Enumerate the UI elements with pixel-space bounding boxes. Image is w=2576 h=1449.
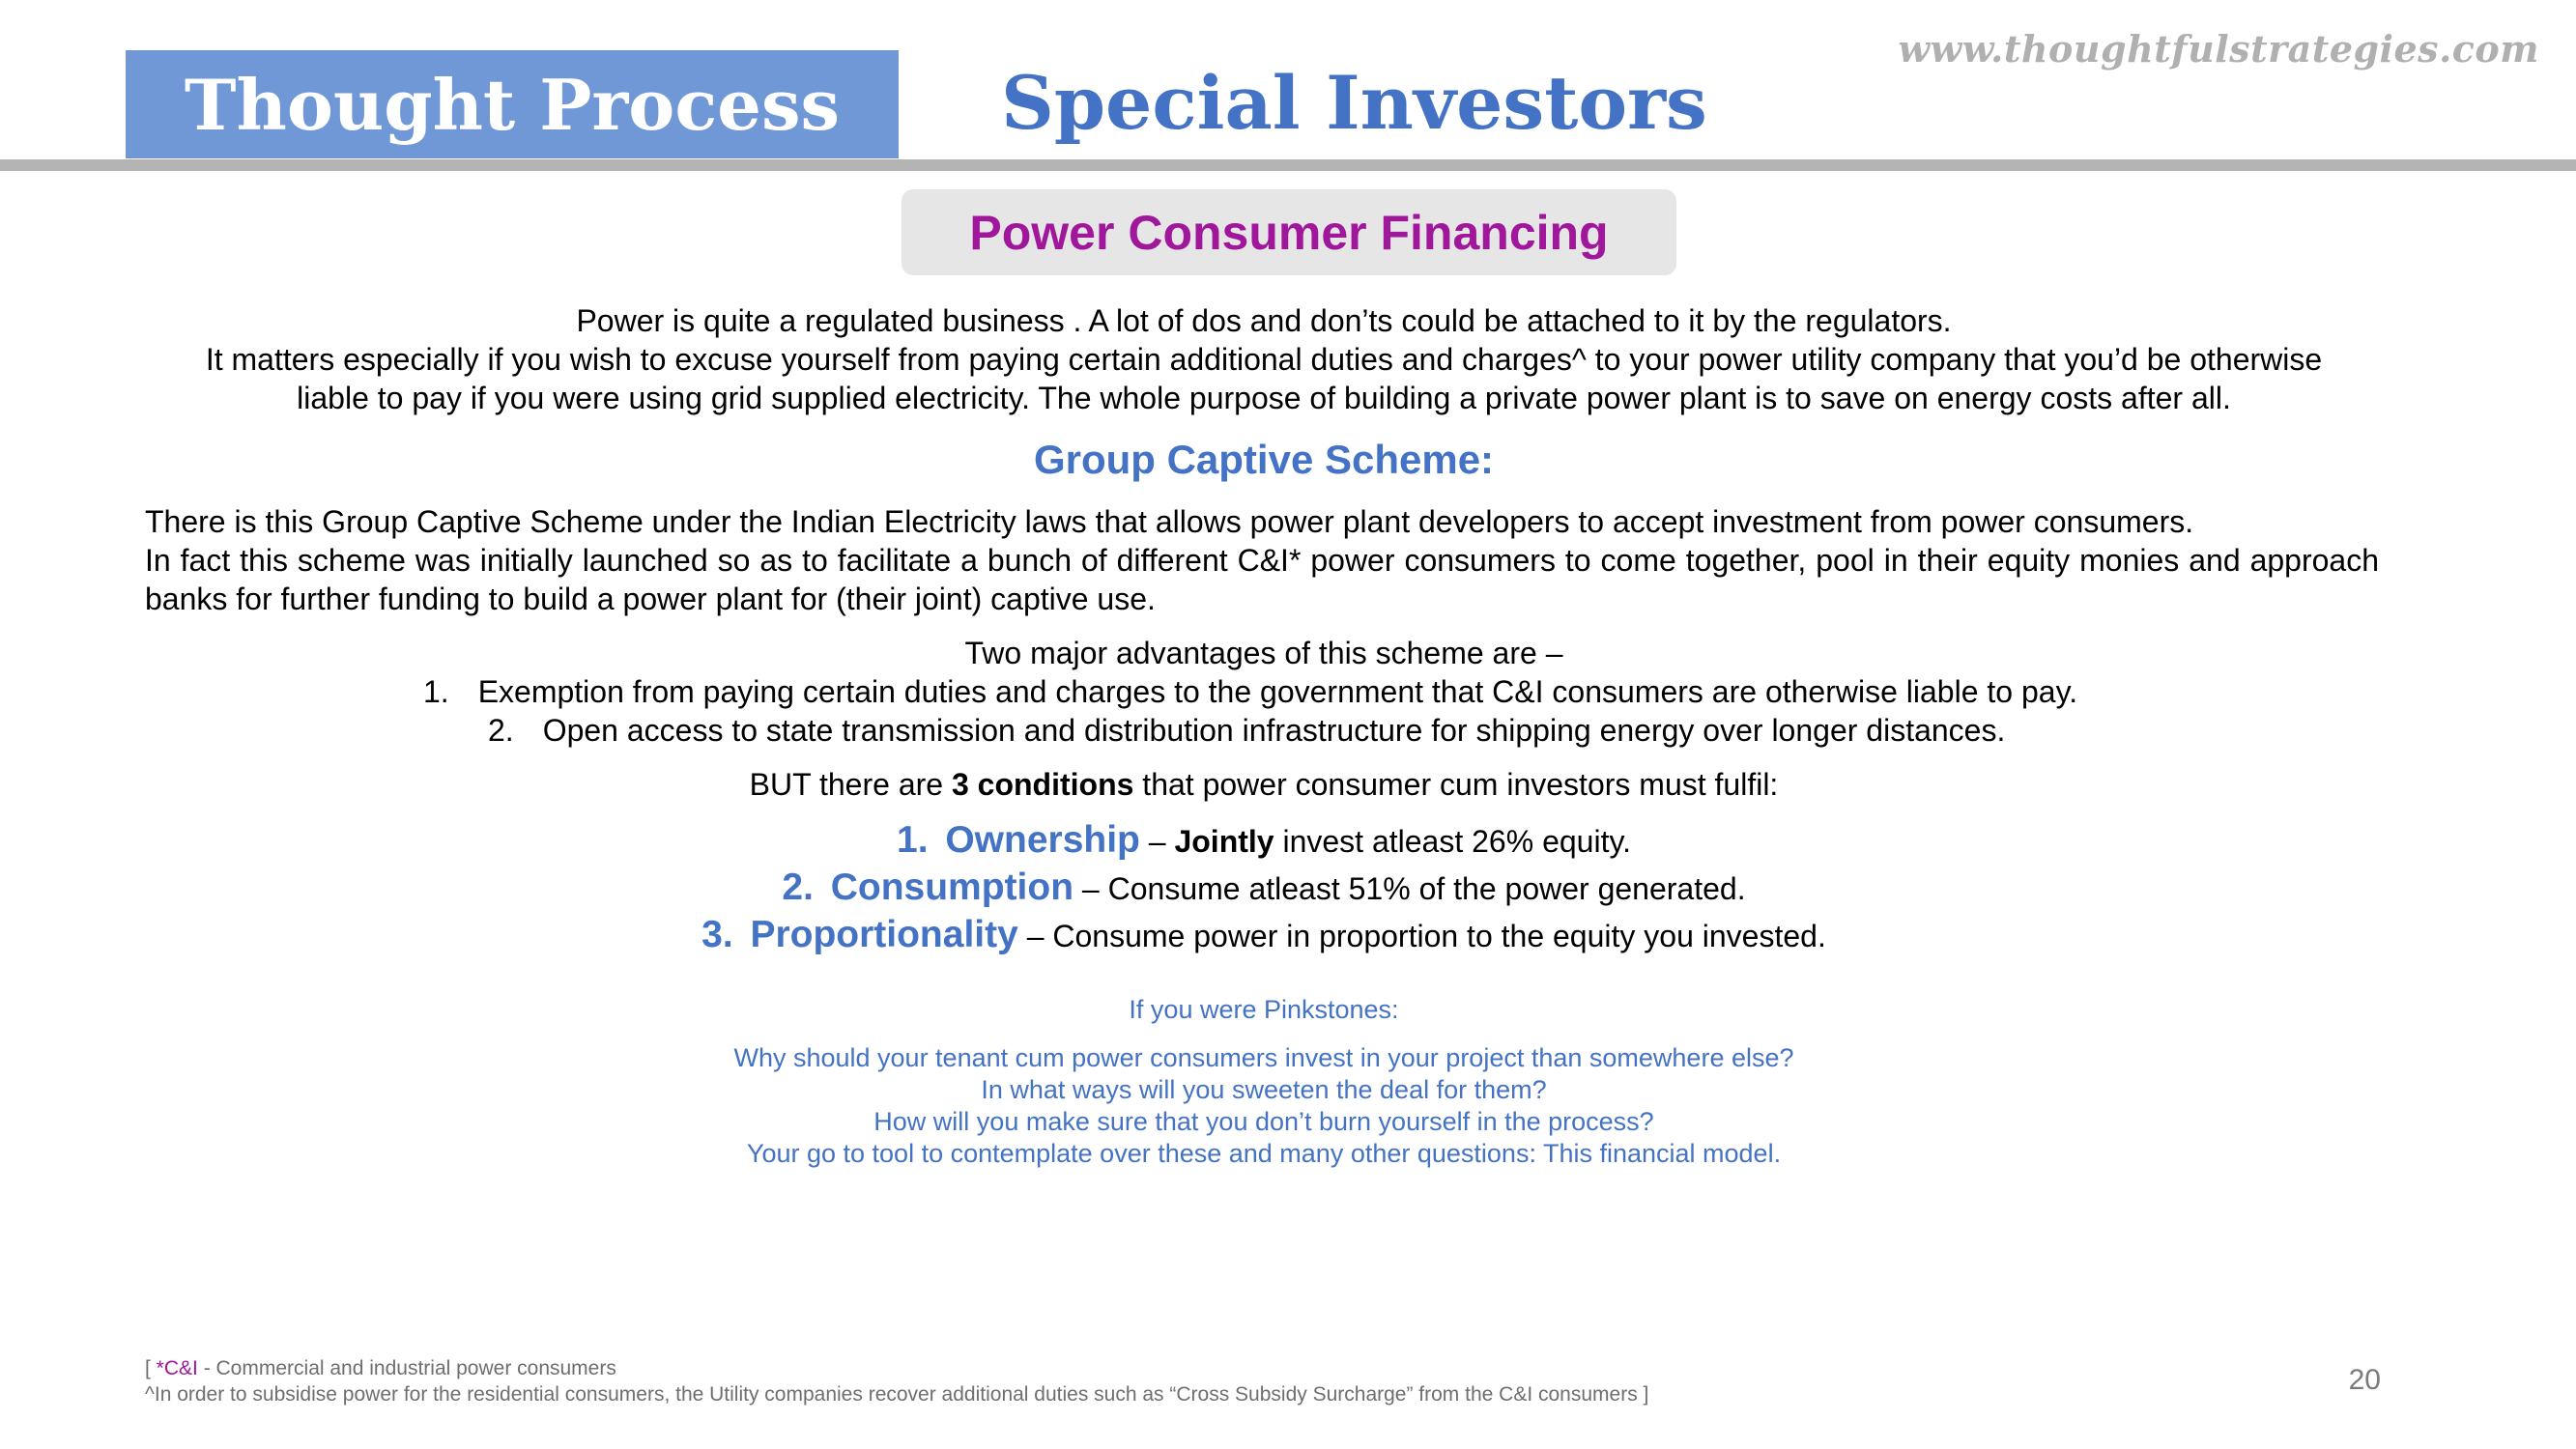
- condition-item: [145, 865, 2383, 912]
- condition-name: Consumption: [830, 867, 1074, 908]
- condition-text: Consume power in proportion to the equity you invested.: [1052, 919, 1826, 953]
- footnote-2: ^In order to subsidise power for the residential consumers, the Utility companies recover additional duties such as “Cross Subsidy Surcharge” from the C&I consumers ]: [145, 1383, 1649, 1406]
- footnote-term: *C&I: [156, 1357, 198, 1379]
- advantage-item: [423, 672, 2077, 711]
- website-watermark: www.thoughtfulstrategies.com: [1898, 27, 2539, 71]
- group-captive-paragraph: [145, 502, 2379, 618]
- question-item: Your go to tool to contemplate over these and many other questions: This financial model.: [746, 1139, 1782, 1168]
- advantage-text: Open access to state transmission and distribution infrastructure for shipping energy over longer distances.: [542, 713, 2006, 748]
- advantage-item: [488, 711, 2005, 750]
- group-captive-heading-wrap: [145, 435, 2383, 488]
- subtitle: Power Consumer Financing: [969, 205, 1609, 260]
- condition-emphasis: Jointly: [1174, 824, 1274, 859]
- question-item: In what ways will you sweeten the deal for them?: [981, 1075, 1547, 1104]
- condition-text: invest atleast 26% equity.: [1274, 824, 1631, 859]
- group-captive-para-2: In fact this scheme was initially launched so as to facilitate a bunch of different C&I* power consumers to come together, pool in their equity monies and approach banks for further funding to build a power plant for (their joint) captive use.: [145, 543, 2379, 616]
- footnote-1: [145, 1355, 616, 1381]
- conditions-list: [145, 817, 2383, 959]
- condition-dash: –: [1017, 919, 1053, 953]
- conditions-intro-pre: BUT there are: [749, 767, 952, 802]
- footnote-open-bracket: [: [145, 1357, 157, 1379]
- condition-dash: –: [1073, 871, 1108, 906]
- condition-number: 1.: [897, 819, 929, 861]
- condition-name: Proportionality: [750, 914, 1018, 955]
- page-title: Special Investors: [1001, 60, 1707, 146]
- condition-item: [145, 817, 2383, 865]
- conditions-intro-post: that power consumer cum investors must fulfil:: [1133, 767, 1779, 802]
- condition-dash: –: [1139, 824, 1175, 859]
- section-label-box: [126, 50, 899, 158]
- condition-number: 2.: [782, 867, 814, 908]
- pinkstones-questions: [145, 1042, 2383, 1170]
- conditions-intro: [145, 765, 2383, 804]
- intro-paragraph: [145, 301, 2383, 417]
- condition-number: 3.: [701, 914, 733, 955]
- question-item: How will you make sure that you don’t burn yourself in the process?: [873, 1107, 1654, 1136]
- footnote-definition: - Commercial and industrial power consumers: [197, 1357, 616, 1379]
- group-captive-para-1: There is this Group Captive Scheme under the Indian Electricity laws that allows power plant developers to accept investment from power consumers.: [145, 504, 2194, 539]
- section-label: Thought Process: [184, 63, 841, 146]
- header-divider: [0, 159, 2576, 171]
- intro-line-3: liable to pay if you were using grid supplied electricity. The whole purpose of building a private power plant is to save on energy costs after all.: [297, 381, 2231, 415]
- advantage-number: 2.: [488, 713, 514, 748]
- intro-line-2: It matters especially if you wish to excuse yourself from paying certain additional duties and charges^ to your power utility company that you’d be otherwise: [205, 342, 2323, 377]
- pinkstones-intro: If you were Pinkstones:: [1129, 995, 1399, 1024]
- advantage-number: 1.: [423, 674, 449, 709]
- advantage-text: Exemption from paying certain duties and charges to the government that C&I consumers are otherwise liable to pay.: [477, 674, 2078, 709]
- condition-text: Consume atleast 51% of the power generated.: [1107, 871, 1746, 906]
- group-captive-heading: Group Captive Scheme:: [1033, 437, 1495, 482]
- subtitle-banner: [902, 189, 1676, 275]
- condition-name: Ownership: [945, 819, 1140, 861]
- condition-item: [145, 912, 2383, 959]
- advantages-intro: Two major advantages of this scheme are –: [964, 636, 1563, 670]
- intro-line-1: Power is quite a regulated business . A lot of dos and don’ts could be attached to it by the regulators.: [576, 303, 1952, 338]
- page-number: 20: [2348, 1364, 2381, 1396]
- conditions-intro-bold: 3 conditions: [951, 767, 1134, 802]
- question-item: Why should your tenant cum power consumers invest in your project than somewhere else?: [733, 1043, 1794, 1072]
